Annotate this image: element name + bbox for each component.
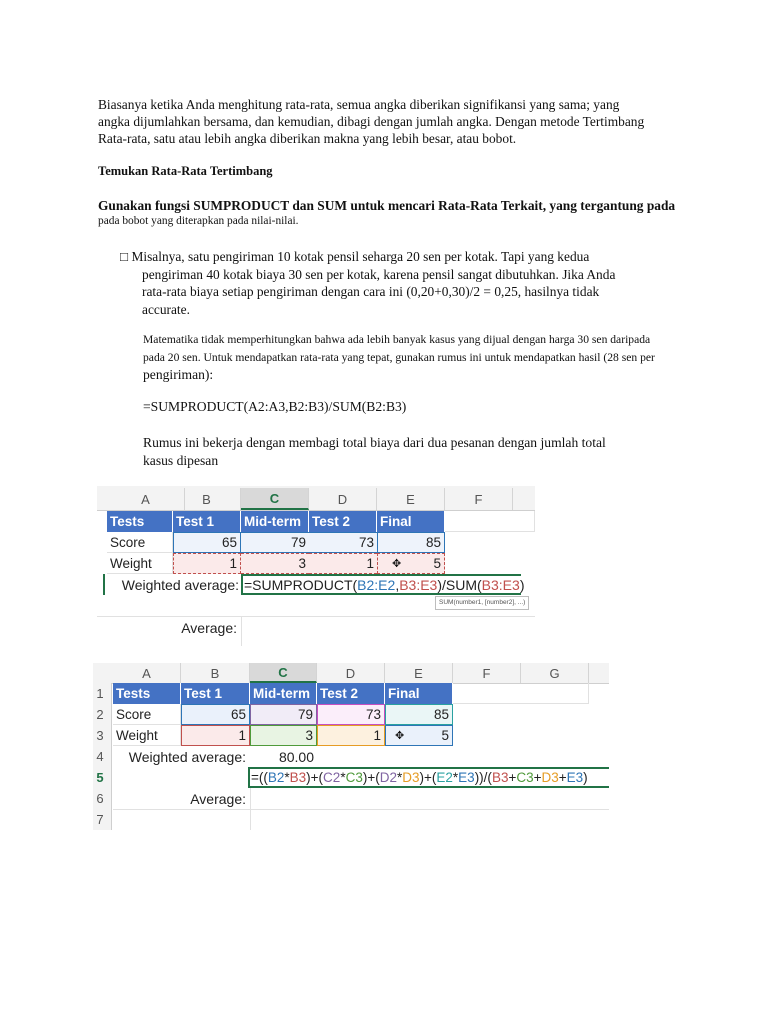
cell-header[interactable]: Mid-term — [241, 511, 309, 532]
formula-cell[interactable]: =SUMPRODUCT( B2:E2 , B3:E3 )/SUM( B3:E3 ) — [241, 574, 521, 595]
text-line: rata-rata biaya setiap pengiriman dengan cara ini (0,20+0,30)/2 = 0,25, hasilnya tidak — [142, 284, 600, 299]
spreadsheet-screenshot-1 — [97, 486, 535, 646]
weighted-average-label[interactable]: Weighted average: — [128, 748, 246, 765]
row-number-selected[interactable]: 5 — [96, 770, 104, 785]
cursor-icon: ✥ — [395, 730, 405, 742]
text-line: Biasanya ketika Anda menghitung rata-rata, semua angka diberikan signifikansi yang sama; yang — [98, 97, 620, 112]
column-header[interactable]: F — [453, 663, 521, 683]
cell-value[interactable]: 5 — [377, 553, 445, 574]
row-number[interactable]: 1 — [96, 686, 104, 701]
column-header-selected[interactable]: C — [241, 488, 309, 510]
cell-header[interactable]: Test 2 — [317, 683, 385, 704]
subheading: Gunakan fungsi SUMPRODUCT dan SUM untuk mencari Rata-Rata Terkait, yang tergantung pada — [98, 198, 676, 213]
row-number[interactable]: 6 — [96, 791, 104, 806]
gridline — [241, 617, 242, 646]
cell-value[interactable]: 1 — [317, 725, 385, 746]
math-paragraph — [143, 331, 723, 384]
cell-header[interactable]: Tests — [107, 511, 173, 532]
cell-value[interactable]: 65 — [181, 704, 250, 725]
column-header[interactable]: F — [445, 488, 513, 510]
row-number[interactable]: 2 — [96, 707, 104, 722]
cell-header[interactable]: Test 2 — [309, 511, 377, 532]
column-header[interactable]: E — [377, 488, 445, 510]
column-header[interactable]: D — [317, 663, 385, 683]
cell-header[interactable]: Tests — [113, 683, 181, 704]
intro-paragraph — [98, 96, 698, 147]
spreadsheet-screenshot-2 — [93, 663, 609, 830]
cell-value[interactable]: 79 — [250, 704, 317, 725]
formula-text: =SUMPRODUCT(A2:A3,B2:B3)/SUM(B2:B3) — [143, 399, 407, 414]
cell-label[interactable]: Weight — [113, 725, 181, 746]
cell-value[interactable]: 73 — [309, 532, 377, 553]
cell-value[interactable]: 3 — [250, 725, 317, 746]
gridline — [250, 788, 251, 830]
cell-value[interactable]: 1 — [309, 553, 377, 574]
bullet-icon: □ — [120, 249, 129, 264]
active-row-marker — [103, 574, 105, 595]
column-header[interactable]: A — [107, 488, 185, 510]
function-tooltip: SUM(number1, [number2], ...) — [435, 596, 529, 610]
text-line: Rumus ini bekerja dengan membagi total biaya dari dua pesanan dengan jumlah total — [143, 435, 606, 450]
text-line: accurate. — [142, 301, 190, 317]
explanation-paragraph — [143, 434, 606, 469]
cell-label[interactable]: Score — [113, 704, 181, 725]
cell-value[interactable]: 79 — [241, 532, 309, 553]
column-header[interactable]: A — [113, 663, 181, 683]
cell-value[interactable]: 85 — [377, 532, 445, 553]
cell-value[interactable]: 3 — [241, 553, 309, 574]
cell-value[interactable]: 5 — [385, 725, 453, 746]
section-heading: Temukan Rata-Rata Tertimbang — [98, 164, 273, 178]
column-header[interactable]: E — [385, 663, 453, 683]
gridline — [113, 809, 609, 810]
text-line: Misalnya, satu pengiriman 10 kotak pensil seharga 20 sen per kotak. Tapi yang kedua — [131, 249, 590, 264]
column-header[interactable]: G — [521, 663, 589, 683]
average-label[interactable]: Average: — [181, 620, 237, 636]
weighted-average-label[interactable]: Weighted average: — [121, 576, 239, 593]
text-line: angka dijumlahkan bersama, dan kemudian, dibagi dengan jumlah angka. Dengan metode Tertimbang — [98, 114, 645, 129]
gridline — [97, 616, 535, 617]
cell-header[interactable]: Test 1 — [181, 683, 250, 704]
text-line: pada 20 sen. Untuk mendapatkan rata-rata yang tepat, gunakan rumus ini untuk mendapatkan hasil (28 sen per — [143, 350, 655, 364]
row-number[interactable]: 4 — [96, 749, 104, 764]
cell-value[interactable]: 1 — [173, 553, 241, 574]
column-header[interactable]: B — [181, 663, 250, 683]
column-header[interactable]: B — [173, 488, 241, 510]
cell-empty[interactable] — [445, 511, 535, 532]
cell-value[interactable]: 85 — [385, 704, 453, 725]
formula-cell[interactable]: =(( B2 * B3 )+( C2 * C3 )+( D2 * D3 )+( E2 * E3 ))/( B3 + C3 + D3 + E3 ) — [248, 767, 609, 788]
cell-header[interactable]: Final — [385, 683, 453, 704]
cell-value[interactable]: 65 — [173, 532, 241, 553]
text-line: Rata-rata, satu atau lebih angka diberikan makna yang lebih besar, atau bobot. — [98, 131, 517, 146]
cell-value[interactable]: 1 — [181, 725, 250, 746]
cell-label[interactable]: Weight — [107, 553, 173, 574]
row-number[interactable]: 3 — [96, 728, 104, 743]
cell-label[interactable]: Score — [107, 532, 173, 553]
text-line: pengiriman 40 kotak biaya 30 sen per kotak, karena pensil sangat dibutuhkan. Jika Anda — [142, 266, 616, 282]
cell-value[interactable]: 73 — [317, 704, 385, 725]
column-header[interactable]: D — [309, 488, 377, 510]
cursor-icon: ✥ — [392, 558, 402, 570]
weighted-average-value[interactable]: 80.00 — [278, 748, 314, 765]
cell-header[interactable]: Test 1 — [173, 511, 241, 532]
column-header-selected[interactable]: C — [250, 663, 317, 683]
subheading-continuation: pada bobot yang diterapkan pada nilai-nilai. — [98, 215, 299, 227]
cell-header[interactable]: Final — [377, 511, 445, 532]
row-number[interactable]: 7 — [96, 812, 104, 827]
text-line: Matematika tidak memperhitungkan bahwa ada lebih banyak kasus yang dijual dengan harga 30 sen daripada — [143, 333, 651, 346]
cell-header[interactable]: Mid-term — [250, 683, 317, 704]
average-label[interactable]: Average: — [190, 790, 246, 807]
cell-empty[interactable] — [453, 683, 589, 704]
text-line: pengiriman): — [143, 367, 214, 382]
text-line: kasus dipesan — [143, 452, 219, 468]
bullet-paragraph — [120, 248, 615, 318]
